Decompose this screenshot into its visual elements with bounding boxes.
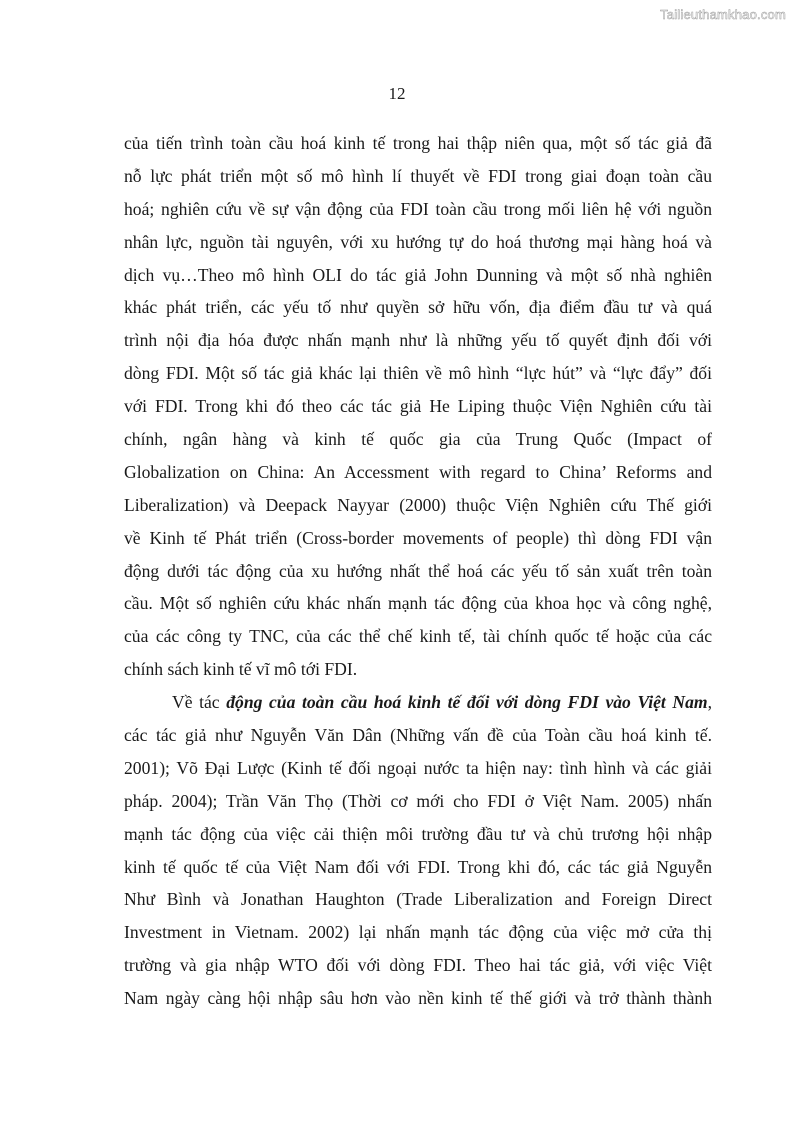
text-line: mạnh tác động của việc cải thiện môi trường đầu tư và chủ trương hội nhập xyxy=(124,823,712,844)
paragraph-2 xyxy=(124,686,712,1015)
text-line: Investment in Vietnam. 2002) lại nhấn mạnh tác động của việc mở cửa thị xyxy=(124,922,712,943)
emphasized-phrase: động của toàn cầu hoá kinh tế đối với dòng FDI vào Việt Nam xyxy=(226,692,708,713)
text-line: động dưới tác động của xu hướng nhất thể hoá các yếu tố sản xuất trên toàn xyxy=(124,560,712,581)
text-line: pháp. 2004); Trần Văn Thọ (Thời cơ mới cho FDI ở Việt Nam. 2005) nhấn xyxy=(124,790,712,811)
page-number: 12 xyxy=(388,84,406,103)
text-line: nhân lực, nguồn tài nguyên, với xu hướng tự do hoá thương mại hàng hoá và xyxy=(124,231,712,252)
text-line: với FDI. Trong khi đó theo các tác giả He Liping thuộc Viện Nghiên cứu tài xyxy=(124,396,712,417)
text-line: chính, ngân hàng và kinh tế quốc gia của Trung Quốc (Impact of xyxy=(124,429,712,450)
paragraph-2-suffix: , xyxy=(707,692,712,713)
text-line: trường và gia nhập WTO đối với dòng FDI. Theo hai tác giả, với việc Việt xyxy=(124,955,712,976)
text-line: chính sách kinh tế vĩ mô tới FDI. xyxy=(124,659,358,680)
text-line: khác phát triển, các yếu tố như quyền sở hữu vốn, địa điểm đầu tư và quá xyxy=(124,297,712,318)
paragraph-1 xyxy=(124,127,712,686)
text-line: dòng FDI. Một số tác giả khác lại thiên về mô hình “lực hút” và “lực đẩy” đối xyxy=(124,363,712,384)
text-line: về Kinh tế Phát triển (Cross-border movements of people) thì dòng FDI vận xyxy=(124,527,712,548)
body-text xyxy=(124,127,712,1015)
text-line: Như Bình và Jonathan Haughton (Trade Liberalization and Foreign Direct xyxy=(124,889,712,910)
text-line: kinh tế quốc tế của Việt Nam đối với FDI. Trong khi đó, các tác giả Nguyễn xyxy=(124,856,712,877)
paragraph-2-prefix: Về tác xyxy=(172,692,227,713)
text-line: Liberalization) và Deepack Nayyar (2000) thuộc Viện Nghiên cứu Thế giới xyxy=(124,494,712,515)
text-line: dịch vụ…Theo mô hình OLI do tác giả John Dunning và một số nhà nghiên xyxy=(124,264,712,285)
text-line: các tác giả như Nguyễn Văn Dân (Những vấn đề của Toàn cầu hoá kinh tế. xyxy=(124,725,712,746)
text-line: nỗ lực phát triển một số mô hình lí thuyết về FDI trong giai đoạn toàn cầu xyxy=(124,165,712,186)
text-line: trình nội địa hóa được nhấn mạnh như là những yếu tố quyết định đối với xyxy=(124,330,712,351)
watermark: Tailieuthamkhao.com xyxy=(660,7,786,22)
text-line: Globalization on China: An Accessment with regard to China’ Reforms and xyxy=(124,461,712,482)
text-line: của tiến trình toàn cầu hoá kinh tế trong hai thập niên qua, một số tác giả đã xyxy=(124,133,712,153)
text-line xyxy=(124,686,712,719)
text-line: hoá; nghiên cứu về sự vận động của FDI toàn cầu trong mối liên hệ với nguồn xyxy=(124,198,712,219)
text-line: cầu. Một số nghiên cứu khác nhấn mạnh tác động của khoa học và công nghệ, xyxy=(124,593,712,614)
text-line: Nam ngày càng hội nhập sâu hơn vào nền kinh tế thế giới và trở thành thành xyxy=(124,988,712,1009)
text-line: của các công ty TNC, của các thể chế kinh tế, tài chính quốc tế hoặc của các xyxy=(124,626,712,647)
text-line: 2001); Võ Đại Lược (Kinh tế đối ngoại nước ta hiện nay: tình hình và các giải xyxy=(124,757,712,778)
